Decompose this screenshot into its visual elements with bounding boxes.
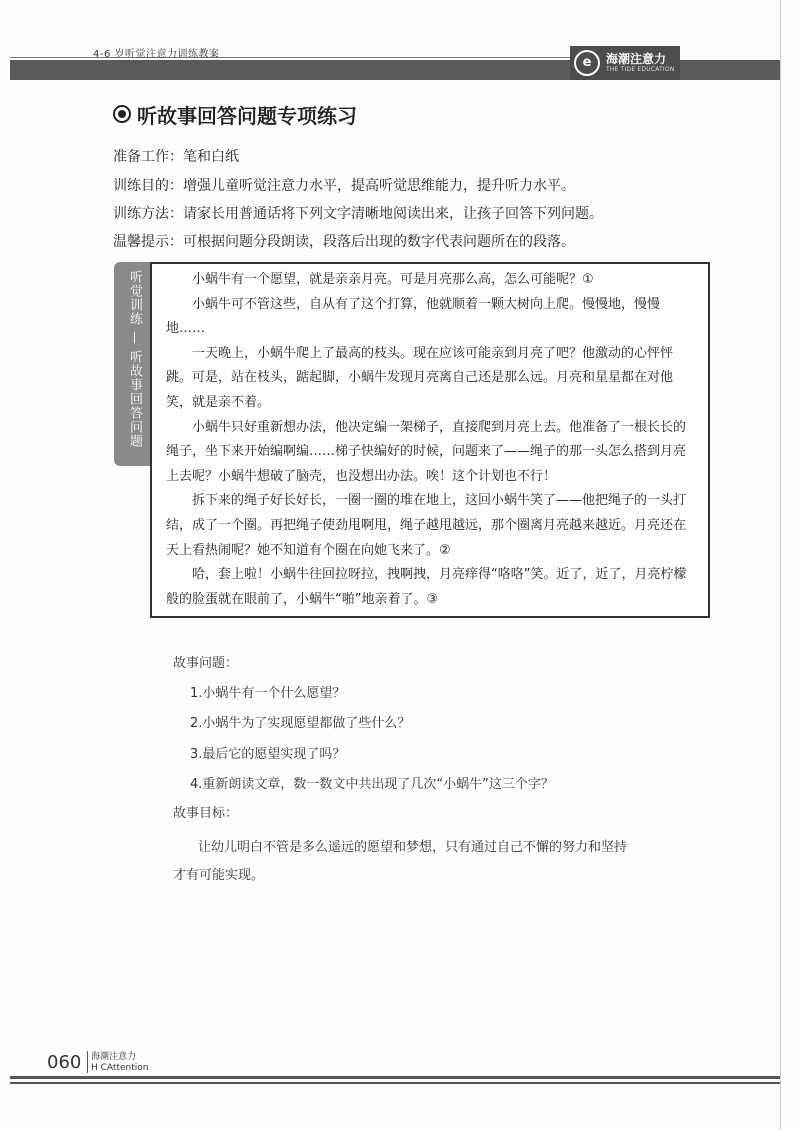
goal-line-2: 才有可能实现。 [173, 868, 265, 883]
questions-label: 故事问题： [173, 656, 239, 671]
story-text [166, 268, 698, 612]
brand-subtitle: THE TIDE EDUCATION [606, 66, 675, 73]
info-prep: 准备工作：笔和白纸 [113, 149, 239, 165]
bullet-circle-icon [113, 105, 131, 123]
question-1: 1.小蜗牛有一个什么愿望？ [190, 686, 346, 701]
footer-rule-secondary [10, 1082, 780, 1084]
story-paragraph-5: 拆下来的绳子好长好长，一圈一圈的堆在地上，这回小蜗牛笑了——他把绳子的一头打结，成了一个圈。再把绳子使劲甩啊甩，绳子越甩越远，那个圈离月亮越来越近。月亮还在天上看热闹呢？她不知道有个圈在向她飞来了。② [166, 493, 687, 558]
footer-rule [10, 1076, 780, 1079]
footer-divider [87, 1051, 88, 1073]
info-tip: 温馨提示：可根据问题分段朗读，段落后出现的数字代表问题所在的段落。 [113, 234, 575, 250]
page-edge [780, 0, 781, 1130]
info-method: 训练方法：请家长用普通话将下列文字清晰地阅读出来，让孩子回答下列问题。 [113, 206, 603, 222]
story-paragraph-4: 小蜗牛只好重新想办法，他决定编一架梯子，直接爬到月亮上去。他准备了一根长长的绳子，坐下来开始编啊编……梯子快编好的时候，问题来了——绳子的那一头怎么搭到月亮上去呢？小蜗牛想破了脑壳，也没想出办法。唉！这个计划也不行！ [166, 419, 687, 484]
story-paragraph-2: 小蜗牛可不管这些，自从有了这个打算，他就顺着一颗大树向上爬。慢慢地，慢慢地…… [166, 296, 661, 337]
footer-brand-cn: 海潮注意力 [91, 1052, 137, 1062]
page-title: 听故事回答问题专项练习 [137, 104, 357, 128]
brand-logo-icon: e [574, 50, 600, 76]
question-3: 3.最后它的愿望实现了吗？ [190, 747, 346, 762]
header-title: 4-6 岁听觉注意力训练教案 [93, 49, 220, 60]
story-paragraph-3: 一天晚上，小蜗牛爬上了最高的枝头。现在应该可能亲到月亮了吧？他激动的心怦怦跳。可是，站在枝头，踮起脚，小蜗牛发现月亮离自己还是那么远。月亮和星星都在对他笑，就是亲不着。 [166, 345, 674, 410]
story-paragraph-1: 小蜗牛有一个愿望，就是亲亲月亮。可是月亮那么高，怎么可能呢？① [192, 272, 594, 287]
question-4: 4.重新朗读文章，数一数文中共出现了几次“小蜗牛”这三个字？ [190, 777, 554, 792]
question-2: 2.小蜗牛为了实现愿望都做了些什么？ [190, 716, 411, 731]
footer-brand [91, 1052, 148, 1074]
goal-label: 故事目标： [173, 806, 239, 821]
brand-name: 海潮注意力 [606, 52, 667, 66]
side-tab-label: 听觉训练 — 听故事回答问题 [127, 270, 142, 449]
story-paragraph-6: 哈，套上啦！小蜗牛往回拉呀拉，拽啊拽，月亮痒得“咯咯”笑。近了，近了，月亮柠檬般的脸蛋就在眼前了，小蜗牛“啪”地亲着了。③ [166, 567, 687, 607]
footer-brand-en: H CAttention [91, 1063, 149, 1073]
page-number: 060 [47, 1052, 82, 1073]
goal-line-1: 让幼儿明白不管是多么遥远的愿望和梦想，只有通过自己不懈的努力和坚持 [198, 840, 628, 855]
info-goal: 训练目的：增强儿童听觉注意力水平，提高听觉思维能力，提升听力水平。 [113, 178, 575, 194]
